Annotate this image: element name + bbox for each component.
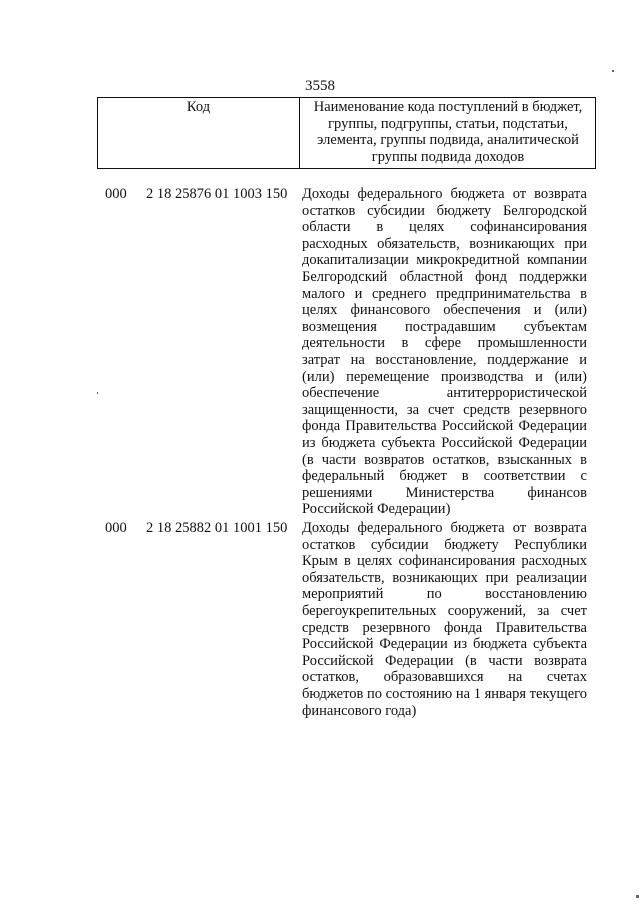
description-line: целях финансового обеспечения и (или) [302, 302, 587, 319]
revenue-code: 2 18 25882 01 1001 150 [146, 520, 288, 536]
description-line: Доходы федерального бюджета от возврата [302, 520, 587, 536]
description-line: Доходы федерального бюджета от возврата [302, 186, 587, 202]
scan-speck [612, 70, 614, 72]
description-line: (в части возвратов остатков, взысканных в [302, 451, 587, 468]
description-line: Российской Федерации (в части возврата [302, 652, 587, 669]
description-line: Белгородский областной фонд поддержки [302, 268, 587, 285]
header-name-line: Наименование кода поступлений в бюджет, [313, 99, 583, 115]
description-line: федеральный бюджет в соответствии с [302, 468, 587, 485]
description-line: обязательств, возникающих при реализации [302, 569, 587, 586]
description-line: мероприятий по восстановлению [302, 586, 587, 603]
description-line: деятельности в сфере промышленности [302, 335, 587, 352]
revenue-description [302, 186, 587, 518]
page-number: 3558 [305, 78, 335, 94]
description-line: Российской Федерации) [302, 501, 451, 518]
header-name-line: группы подвида доходов [371, 148, 525, 165]
description-line: малого и среднего предпринимательства в [302, 285, 587, 302]
header-code-label: Код [186, 99, 211, 115]
description-line: фонда Правительства Российской Федерации [302, 418, 587, 435]
description-line: Российской Федерации из бюджета субъекта [302, 636, 587, 653]
header-name-line: группы, подгруппы, статьи, подстатьи, [328, 115, 568, 132]
description-line: затрат на восстановление, поддержание и [302, 351, 587, 368]
description-line: обеспечение антитеррористической [302, 385, 587, 402]
header-name-line: элемента, группы подвида, аналитической [317, 132, 579, 149]
description-line: решениями Министерства финансов [302, 484, 587, 501]
description-line: бюджетов по состоянию на 1 января текущего [302, 685, 587, 702]
description-line: финансового года) [302, 702, 417, 719]
description-line: остатков субсидии бюджету Республики [302, 536, 587, 553]
description-line: (или) перемещение производства и (или) [302, 368, 587, 385]
description-line: Крым в целях софинансирования расходных [302, 553, 587, 570]
description-line: остатков субсидии бюджету Белгородской [302, 202, 587, 219]
admin-code: 000 [105, 186, 127, 202]
revenue-code: 2 18 25876 01 1003 150 [146, 186, 288, 202]
description-line: докапитализации микрокредитной компании [302, 252, 587, 269]
description-line: из бюджета субъекта Российской Федерации [302, 434, 587, 451]
revenue-description [302, 520, 587, 719]
header-name-label [300, 99, 596, 165]
description-line: защищенности, за счет средств резервного [302, 401, 587, 418]
description-line: расходных обязательств, возникающих при [302, 235, 587, 252]
description-line: возмещения пострадавшим субъектам [302, 318, 587, 335]
description-line: берегоукрепительных сооружений, за счет [302, 602, 587, 619]
table-header [97, 97, 596, 169]
admin-code: 000 [105, 520, 127, 536]
scan-speck [97, 392, 98, 394]
description-line: средств резервного фонда Правительства [302, 619, 587, 636]
description-line: остатков, образовавшихся на счетах [302, 669, 587, 686]
description-line: области в целях софинансирования [302, 219, 587, 236]
scan-speck [636, 895, 639, 898]
